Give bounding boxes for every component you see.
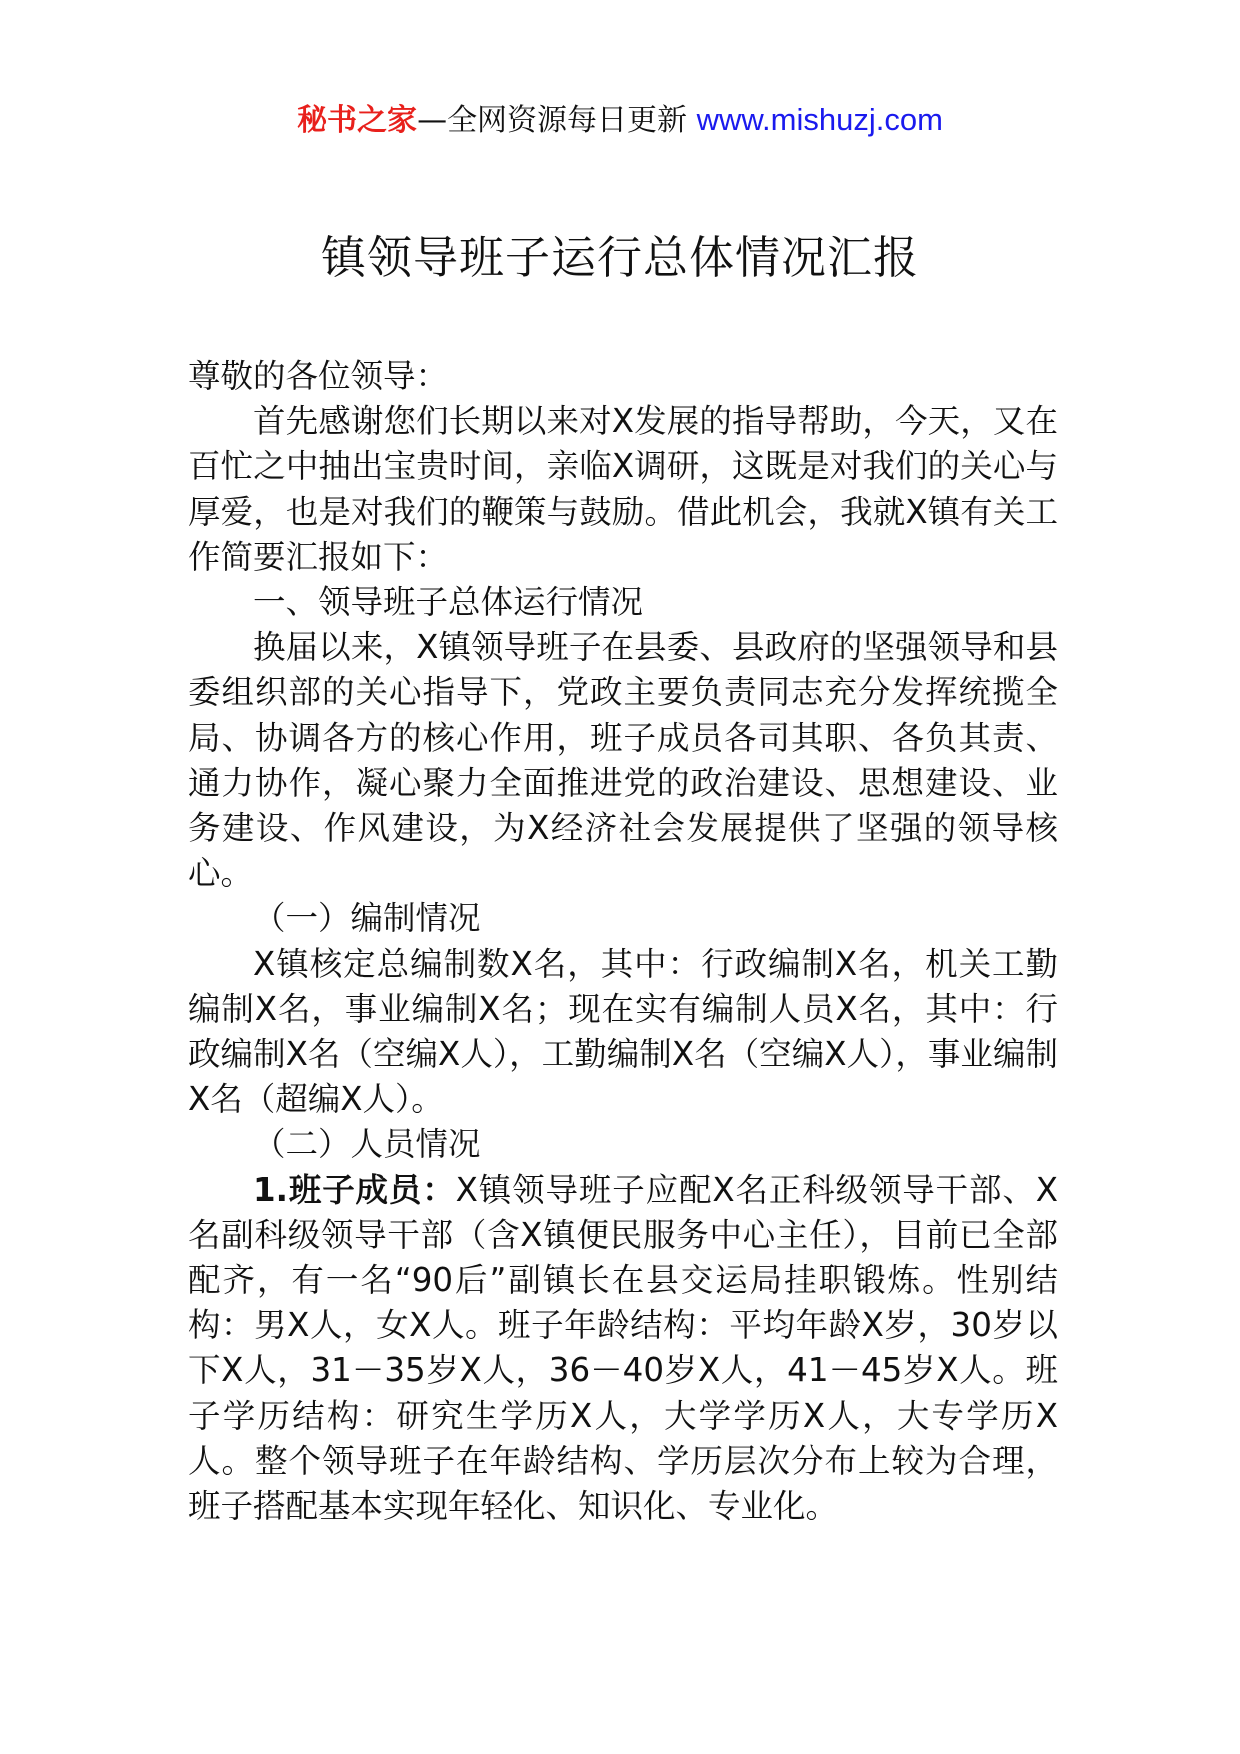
document-body <box>188 354 1058 1529</box>
site-brand: 秘书之家 <box>297 103 418 138</box>
document-title: 镇领导班子运行总体情况汇报 <box>320 231 919 284</box>
section-1-heading: 一、领导班子总体运行情况 <box>253 583 644 622</box>
section-1-paragraph: 换届以来，X镇领导班子在县委、县政府的坚强领导和县委组织部的关心指导下，党政主要负责同志充分发挥统揽全局、协调各方的核心作用，班子成员各司其职、各负其责、通力协作，凝心聚力全面推进党的政治建设、思想建设、业务建设、作风建设，为X经济社会发展提供了坚强的领导核心。 <box>188 628 1058 893</box>
site-slogan: —全网资源每日更新 <box>417 103 697 138</box>
item-1-paragraph <box>188 1168 1058 1530</box>
salutation: 尊敬的各位领导： <box>188 357 449 395</box>
item-1-text: X镇领导班子应配X名正科级领导干部、X名副科级领导干部（含X镇便民服务中心主任），目前已全部配齐，有一名“90后”副镇长在县交运局挂职锻炼。性别结构：男X人，女X人。班子年龄结构：平均年龄X岁，30岁以下X人，31－35岁X人，36－40岁X人，41－45岁X人。班子学历结构：研究生学历X人，大学学历X人，大专学历X人。整个领导班子在年龄结构、学历层次分布上较为合理，班子搭配基本实现年轻化、知识化、专业化。 <box>188 1170 1059 1526</box>
subsection-1-heading: （一）编制情况 <box>253 899 481 938</box>
item-1-lead: 1.班子成员： <box>253 1170 456 1209</box>
subsection-1-paragraph: X镇核定总编制数X名，其中：行政编制X名，机关工勤编制X名，事业编制X名；现在实有编制人员X名，其中：行政编制X名（空编X人），工勤编制X名（空编X人），事业编制X名（超编X人）。 <box>188 944 1058 1119</box>
subsection-2-heading: （二）人员情况 <box>253 1125 481 1164</box>
site-header <box>0 100 1240 141</box>
intro-paragraph: 首先感谢您们长期以来对X发展的指导帮助，今天，又在百忙之中抽出宝贵时间，亲临X调研，这既是对我们的关心与厚爱，也是对我们的鞭策与鼓励。借此机会，我就X镇有关工作简要汇报如下： <box>188 402 1058 576</box>
site-url-link[interactable]: www.mishuzj.com <box>696 102 943 137</box>
